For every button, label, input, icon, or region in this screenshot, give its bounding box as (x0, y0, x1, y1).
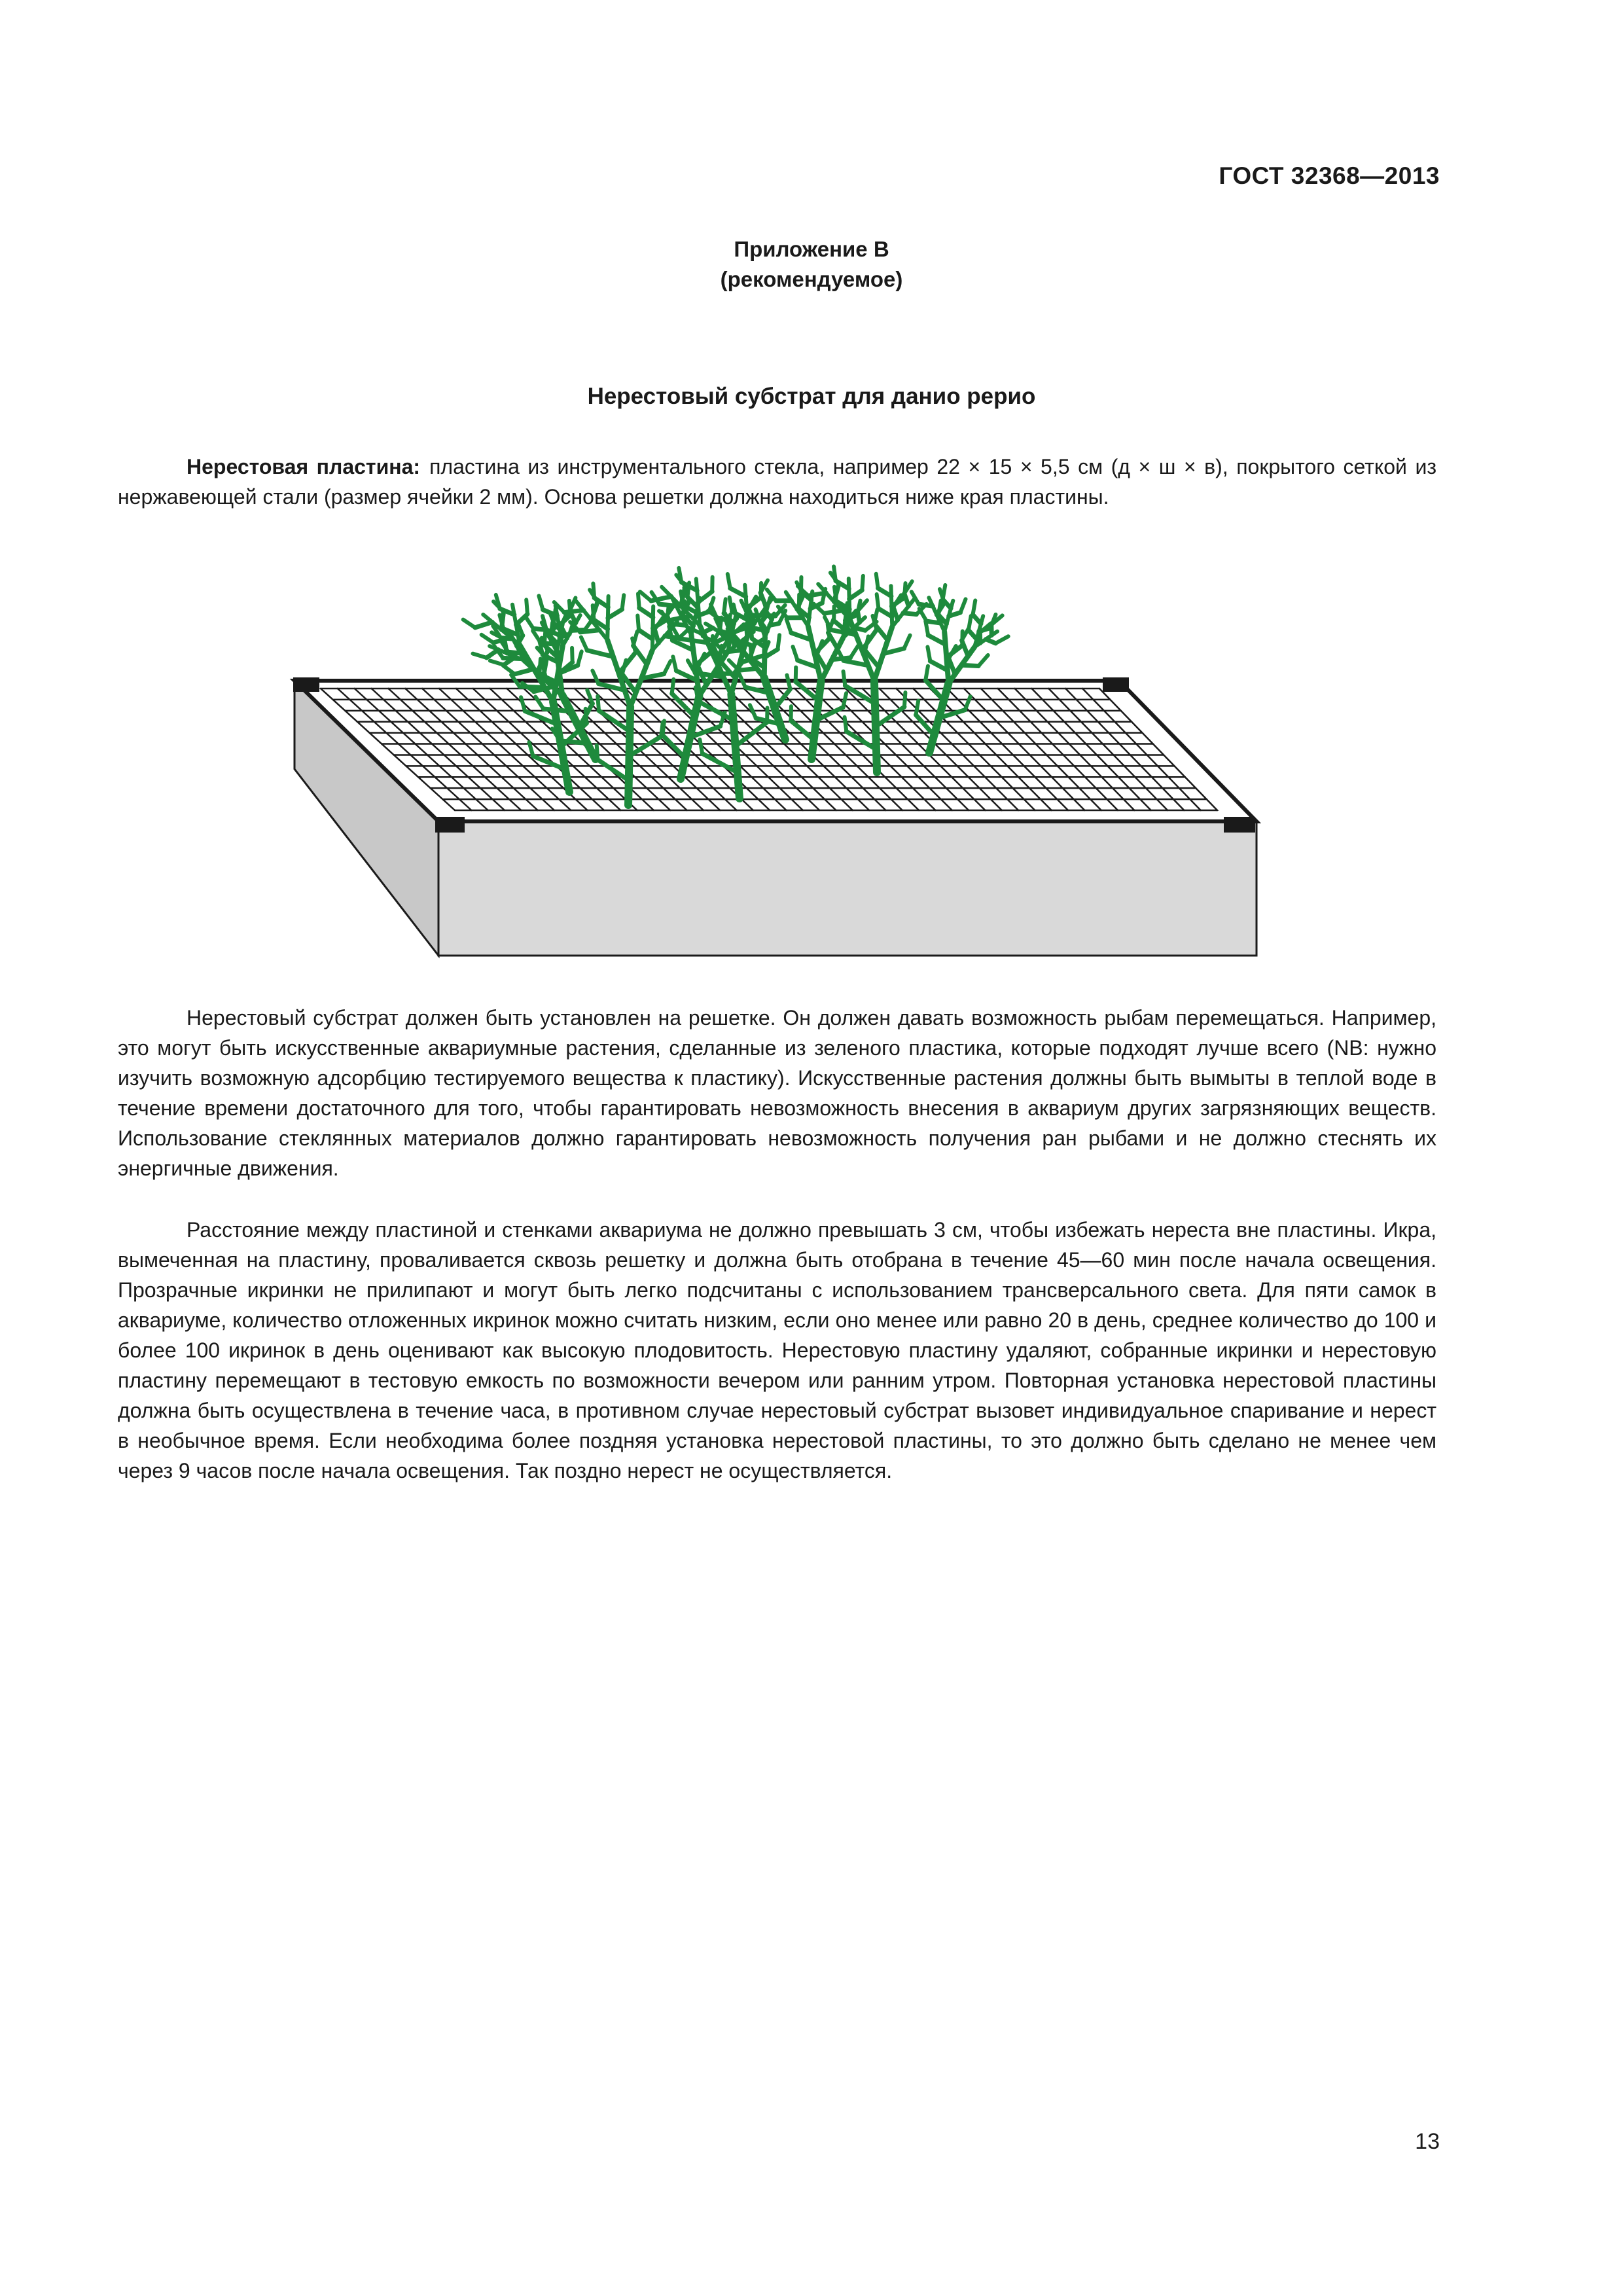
plant-leaf-tip (673, 656, 676, 670)
plant-leaf-tip (681, 591, 683, 605)
appendix-status: (рекомендуемое) (720, 267, 903, 291)
plant-leaf-tip (633, 632, 637, 645)
plant-leaf-tip (919, 609, 927, 621)
plant-leaf-tip (766, 598, 770, 612)
plant-leaf (608, 609, 622, 618)
plant-leaf-tip (845, 717, 847, 732)
corner-clamp (1103, 677, 1129, 692)
plant-leaf (654, 629, 658, 643)
plant-leaf-tip (637, 615, 639, 630)
corner-clamp (293, 677, 319, 692)
plant-leaf-tip (969, 616, 971, 630)
plant-leaf-tip (578, 651, 582, 665)
plant-leaf (543, 709, 571, 711)
spawning-tray-illustration (288, 543, 1270, 962)
plant-leaf-tip (834, 587, 836, 601)
plant-leaf (849, 590, 863, 599)
appendix-heading (0, 234, 1623, 295)
section-title: Нерестовый субстрат для данио рерио (587, 384, 1036, 409)
plant-leaf-tip (728, 574, 730, 588)
plant-leaf-tip (664, 661, 671, 674)
plant-leaf-tip (662, 721, 664, 735)
plant-leaf-tip (904, 636, 910, 649)
plant-leaf-tip (473, 654, 486, 658)
corner-clamp (1224, 817, 1255, 833)
plant-leaf-tip (622, 595, 624, 609)
plant-leaf-tip (943, 585, 946, 600)
appendix-title: Приложение В (734, 237, 889, 261)
body-paragraph-1-text: Нерестовый субстрат должен быть установлен на решетке. Он должен давать возможность рыбам перемещаться. Например, это могут быть искусственные аквариумные растения, сделанные из зеленого пластика, которые подходят лучше всего (NB: нужно изучить возможную адсорбцию тестируемого вещества к пластику). Искусственные растения должны быть вымыты в теплой воде в течение времени достаточного для того, чтобы гарантировать невозможность внесения в аквариум других загрязняющих веществ. Использование стеклянных материалов должно гарантировать невозможность получения ран рыбами и не должно стеснять их энергичные движения. (118, 1006, 1436, 1180)
plant-leaf (564, 610, 583, 612)
plant-leaf-tip (904, 692, 906, 707)
plant-leaf-tip (850, 645, 858, 658)
plant-leaf (903, 613, 916, 615)
plant-leaf-tip (622, 660, 626, 674)
plant-leaf-tip (554, 609, 556, 624)
plant-leaf-tip (834, 567, 836, 581)
plant-leaf-tip (526, 617, 533, 628)
intro-paragraph (118, 452, 1436, 512)
document-code: ГОСТ 32368—2013 (1219, 162, 1440, 189)
plant-leaf-tip (793, 647, 798, 660)
body-paragraph-2-text: Расстояние между пластиной и стенками аквариума не должно превышать 3 см, чтобы избежать нереста вне пластины. Икра, вымеченная на пластину, проваливается сквозь решетку и должна быть отобрана в течение 45—60 мин после начала освещения. Прозрачные икринки не прилипают и могут быть легко подсчитаны с использованием трансверсального света. Для пяти самок в аквариуме, количество отложенных икринок можно считать низким, если оно менее или равно 20 в день, среднее количество до 100 и более 100 икринок в день оценивают как высокую плодовитость. Нерестовую пластину удаляют, собранные икринки и нерестовую пластину перемещают в тестовую емкость по возможности вечером или ранним утром. Повторная установка нерестовой пластины должна быть осуществлена в течение часа, в противном случае нерестовый субстрат вызовет индивидуальное спаривание и нерест в необычное время. Если необходима более поздняя установка нерестовой пластины, то это должно быть сделано не менее чем через 9 часов после начала освещения. Так поздно нерест не осуществляется. (118, 1218, 1436, 1482)
plant-leaf (724, 650, 742, 652)
intro-lead: Нерестовая пластина: (187, 455, 421, 478)
tray-front-face (438, 821, 1257, 956)
plant-leaf-tip (640, 592, 651, 601)
plant-leaf-tip (961, 599, 966, 613)
plant-leaf (961, 665, 978, 666)
plant-leaf-tip (490, 661, 504, 665)
plant-leaf-tip (572, 648, 573, 662)
plant-leaf (834, 620, 844, 629)
plant-leaf (560, 741, 588, 744)
plant-leaf (639, 630, 652, 639)
plant-leaf (824, 611, 842, 613)
plant-leaf-tip (865, 636, 868, 650)
plant-leaf-tip (927, 647, 930, 661)
plant-leaf-tip (696, 687, 698, 702)
plant-leaf (893, 607, 898, 620)
plant-leaf (904, 594, 909, 606)
plant-leaf-tip (526, 600, 527, 614)
plant-leaf-tip (593, 584, 594, 598)
plant-leaf-tip (482, 635, 493, 643)
plant-leaf-tip (844, 672, 846, 686)
plant-leaf-tip (638, 594, 639, 608)
plant-leaf-tip (925, 666, 928, 681)
plant-leaf-tip (973, 600, 976, 615)
plant-leaf-tip (463, 620, 475, 628)
plant-leaf-tip (593, 605, 594, 620)
plant-leaf (475, 622, 492, 628)
plant-leaf-tip (597, 696, 599, 711)
plant-leaf (639, 608, 653, 617)
plant-leaf-tip (817, 641, 823, 655)
body-paragraph-2 (118, 1215, 1436, 1486)
plant-leaf-tip (777, 635, 779, 649)
plant-leaf (962, 640, 969, 656)
intro-text: пластина из инструментального стекла, например 22 × 15 × 5,5 см (д × ш × в), покрытого сеткой из нержавеющей стали (размер ячейки 2 мм). Основа решетки должна находиться ниже края пластины. (118, 455, 1437, 509)
plant-leaf-tip (700, 740, 702, 754)
plant-leaf-tip (724, 599, 726, 613)
plant-leaf (660, 604, 677, 605)
plant-leaf-tip (533, 631, 541, 643)
plant-leaf-tip (876, 574, 878, 588)
plant-leaf (927, 621, 940, 623)
plant-leaf-tip (672, 679, 674, 694)
plant-leaf (487, 650, 499, 658)
plant-leaf (808, 593, 826, 596)
plant-leaf-tip (877, 594, 879, 609)
body-paragraph-1 (118, 1003, 1436, 1183)
plant-leaf-tip (938, 601, 941, 615)
plant-leaf-tip (916, 701, 919, 715)
plant-leaf (580, 630, 599, 632)
plant-leaf-tip (862, 576, 863, 590)
page-number: 13 (1415, 2129, 1440, 2154)
plant-leaf-tip (539, 596, 543, 609)
plant-leaf (739, 668, 757, 670)
corner-clamp (435, 817, 465, 833)
plant-leaf (919, 604, 933, 606)
plant-leaf (514, 669, 533, 674)
plant-leaf-tip (978, 655, 988, 666)
plant-leaf-tip (751, 645, 752, 659)
spawning-tray-figure (288, 543, 1270, 962)
plant-leaf-tip (581, 637, 587, 651)
plant-leaf-tip (995, 636, 1008, 643)
plant-leaf-tip (787, 619, 791, 633)
plant-leaf-tip (679, 568, 681, 583)
